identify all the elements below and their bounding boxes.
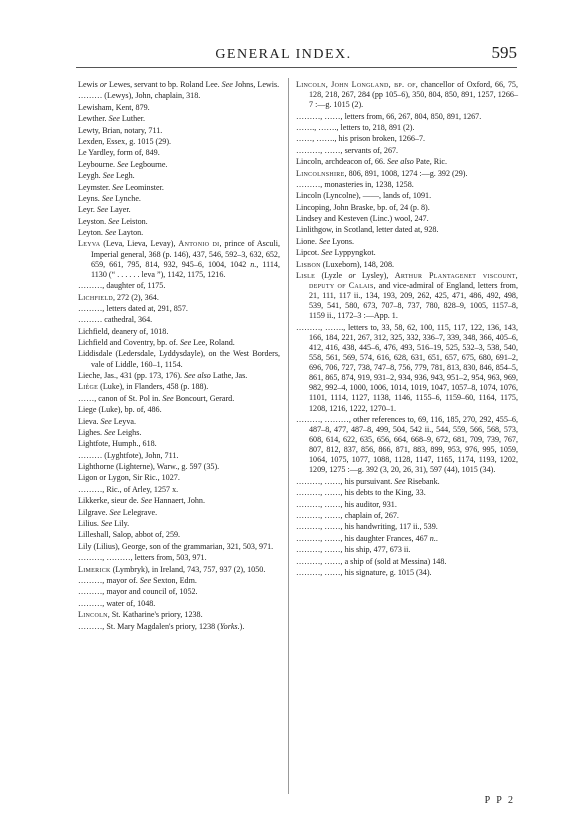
index-entry <box>296 134 518 144</box>
index-entry <box>78 327 280 337</box>
index-entry <box>78 228 280 238</box>
entry-text: See <box>221 80 233 89</box>
entry-text: Ligon or Lygon, Sir Ric., 1027. <box>78 473 180 483</box>
entry-text: Pate, Ric. <box>413 157 448 167</box>
entry-text: Lelegrave. <box>120 507 158 517</box>
index-entry <box>296 500 518 510</box>
entry-text: See <box>109 507 121 517</box>
entry-text: Leominster. <box>123 182 164 192</box>
entry-text: Layer. <box>108 205 131 215</box>
index-entry <box>78 217 280 227</box>
entry-text: Leyr. <box>78 205 97 215</box>
entry-text: Le Yardley, form of, 849. <box>78 148 160 158</box>
entry-text: ………, ……, his handwriting, 117 ii., 539. <box>296 522 438 532</box>
entry-text: Lee, Roland. <box>191 338 235 348</box>
index-entry <box>296 260 518 270</box>
entry-text: See <box>100 416 112 426</box>
entry-text: Risebank. <box>405 476 440 486</box>
entry-text: Leighs. <box>115 427 142 437</box>
index-entry <box>78 349 280 369</box>
entry-text: ………, Ric., of Arley, 1257 x. <box>78 484 179 494</box>
entry-text: ……… (Lewys), John, chaplain, 318. <box>78 91 201 101</box>
index-entry <box>78 148 280 158</box>
index-entry <box>296 237 518 247</box>
index-entry <box>78 508 280 518</box>
entry-text: See <box>104 427 116 437</box>
index-column-left <box>78 80 280 633</box>
entry-text: (Leva, Lieva, Levay), <box>100 239 179 249</box>
entry-text: ………, ……, his auditor, 931. <box>296 499 397 509</box>
index-entry <box>78 542 280 552</box>
entry-text: See <box>117 159 129 169</box>
entry-text: Leyns. <box>78 193 102 203</box>
entry-text: Leyva <box>78 239 101 249</box>
entry-text: , prince of Asculi, Imperial general, 368 (p. 146), 437, 546, 592–3, 632, 652, 659, 661, 795, 814, 932, 945–6, 1004, 1042 <box>91 239 280 269</box>
index-entry <box>296 214 518 224</box>
index-entry <box>78 587 280 597</box>
index-entry <box>78 338 280 348</box>
index-entry <box>78 205 280 215</box>
index-entry <box>296 511 518 521</box>
entry-text: Leygh. <box>78 171 103 181</box>
index-entry <box>78 304 280 314</box>
entry-text: Lewisham, Kent, 879. <box>78 102 150 112</box>
entry-text: See <box>101 193 114 203</box>
index-column-right <box>296 80 518 579</box>
index-entry <box>296 534 518 544</box>
index-entry <box>78 160 280 170</box>
entry-text: Linlithgow, in Scotland, letter dated at, 928. <box>296 225 439 235</box>
entry-text: Lily (Lilius), George, son of the grammarian, 321, 503, 971. <box>78 541 274 551</box>
entry-text: Lyppyngkot. <box>332 248 376 258</box>
index-entry <box>78 519 280 529</box>
entry-text: Antonio di <box>178 239 220 249</box>
entry-text: ………, ……., letters to, 33, 58, 62, 100, 115, 117, 122, 136, 143, 166, 184, 221, 267, 312, 325, 332, 336–7, 339, 348, 366, 405–6, 412, 416, 438, 445–6, 476, 493, 516–19, 525, 532–3, 538, 540, 558, 561, 569, 574, 616, 628, 631, 651, 657, 675, 680, 691–2, 696, 706, 727, 738, 747–8, 756, 779, 781, 813, 830, 846, 854–5, 861, 865, 874, 919, 931–2, 934, 936, 943, 951–2, 954, 963, 969, 982, 992–4, 1000, 1006, 1014, 1019, 1047, 1057–8, 1074, 1076, 1101, 1114, 1127, 1138, 1146, 1155–6, 1159–60, 1164, 1175, 1208, 1216, 1222, 1270–1. <box>296 322 518 413</box>
entry-text: Legh. <box>113 171 135 181</box>
index-entry <box>78 137 280 147</box>
index-entry <box>296 488 518 498</box>
entry-text: Lexden, Essex, g. 1015 (29). <box>78 136 172 146</box>
entry-text: Lichfield <box>78 292 113 302</box>
index-entry <box>78 473 280 483</box>
entry-text: See <box>179 338 192 348</box>
entry-text: Lewty, Brian, notary, 711. <box>78 125 163 135</box>
entry-text: Lincoln (Lyncolne), ——, lands of, 1091. <box>296 191 432 201</box>
index-entry <box>296 157 518 167</box>
entry-text: Lisle <box>296 271 316 281</box>
entry-text: or <box>348 271 356 281</box>
entry-text: Liege (Luke), bp. of, 486. <box>78 405 162 415</box>
index-entry <box>78 91 280 101</box>
entry-text: (Luxeborn), 148, 208. <box>320 259 395 269</box>
index-entry <box>78 496 280 506</box>
entry-text: Lighes. <box>78 427 105 437</box>
entry-text: Lewes, servant to bp. Roland Lee. <box>107 80 222 89</box>
entry-text: Lincoln <box>78 610 108 620</box>
entry-text: ………, ……, his ship, 477, 673 ii. <box>296 545 411 555</box>
entry-text: Lightfote, Humph., 618. <box>78 439 157 449</box>
index-entry <box>78 451 280 461</box>
entry-text: ………, ……, his daughter Frances, 467 <box>296 533 430 543</box>
index-entry <box>78 485 280 495</box>
entry-text: See <box>318 236 331 246</box>
entry-text: ………, monasteries in, 1238, 1258. <box>296 179 414 189</box>
entry-text: Lincoln, John Longland, bp. of <box>296 80 416 89</box>
index-entry <box>296 557 518 567</box>
entry-text: Lieche, Jas., 431 (pp. 173, 176). <box>78 370 185 380</box>
entry-text: Lathe, Jas. <box>210 370 248 380</box>
entry-text: ……… cathedral, 364. <box>78 315 153 325</box>
entry-text: Leyton. <box>78 228 105 238</box>
index-entry <box>78 610 280 620</box>
index-entry <box>78 394 280 404</box>
entry-text: ). <box>239 621 245 631</box>
entry-text: Boncourt, Gerard. <box>173 393 235 403</box>
entry-text: ………, letters dated at, 291, 857. <box>78 303 188 313</box>
index-entry <box>296 180 518 190</box>
entry-text: See <box>102 171 114 181</box>
entry-text: , 806, 891, 1008, 1274 :—g. 392 (29). <box>344 168 468 178</box>
entry-text: ……, ……., his prison broken, 1266–7. <box>296 134 426 144</box>
entry-text: See <box>112 182 124 192</box>
entry-text: See <box>108 216 120 226</box>
index-entry <box>296 80 518 110</box>
entry-text: Sexton, Edm. <box>151 576 197 585</box>
index-entry <box>296 191 518 201</box>
index-entry <box>296 271 518 321</box>
entry-text: See <box>140 496 152 506</box>
index-entry <box>296 522 518 532</box>
index-entry <box>78 565 280 575</box>
entry-text: Lisbon <box>296 259 321 269</box>
entry-text: See also <box>387 157 414 167</box>
entry-text: ………, mayor and council of, 1052. <box>78 587 198 597</box>
entry-text: Lichfield, deanery of, 1018. <box>78 326 169 336</box>
entry-text: See <box>321 248 333 258</box>
entry-text: ………, St. Mary Magdalen's priory, 1238 ( <box>78 621 220 631</box>
entry-text: See <box>108 114 120 124</box>
entry-text: ………, ……, his signature, g. 1015 (34). <box>296 567 432 577</box>
entry-text: Lione. <box>296 236 319 246</box>
index-entry <box>78 576 280 586</box>
entry-text: (Luke), in Flanders, 458 (p. 188). <box>98 382 209 392</box>
entry-text: See <box>394 476 406 486</box>
entry-text: Luther. <box>119 114 145 124</box>
index-entry <box>78 183 280 193</box>
entry-text: and vice-admiral of England, letters from, 21, 111, 117 ii., 134, 193, 209, 262, 425, 471, 486, 492, 498, 539, 541, 580, 673, 707–8, 737, 780, 828–9, 1005, 1157–8, 1159 ii., 1172–3 :—App. 1. <box>309 281 518 321</box>
index-entry <box>296 169 518 179</box>
index-entry <box>296 415 518 476</box>
entry-text: ………, ………, other references to, 69, 116, 185, 270, 292, 455–6, 487–8, 477, 487–8, 499, 504, 542 ii., 544, 559, 566, 568, 573, 608, 614, 622, 635, 656, 664, 668–9, 672, 681, 709, 739, 767, 807, 812, 837, 856, 866, 871, 883, 899, 953, 976, 995, 1059, 1064, 1075, 1077, 1088, 1128, 1147, 1165, 1174, 1193, 1202, 1209, 1275 :—g. 392 (3, 20, 26, 31), 597 (44), 1015 (34). <box>296 414 518 475</box>
index-entry <box>296 225 518 235</box>
entry-text: Lindsey and Kesteven (Linc.) wool, 247. <box>296 214 429 224</box>
entry-text: Lipcot. <box>296 248 322 258</box>
header-rule <box>76 67 517 68</box>
signature-mark: P P 2 <box>484 795 515 806</box>
index-entry <box>78 462 280 472</box>
entry-text: Lynche. <box>113 193 141 203</box>
entry-text: ………, ……, chaplain of, 267. <box>296 510 399 520</box>
index-entry <box>78 171 280 181</box>
entry-text: ………, ……, servants of, 267. <box>296 145 399 155</box>
index-entry <box>78 382 280 392</box>
index-entry <box>78 622 280 632</box>
index-entry <box>78 103 280 113</box>
entry-text: , chancellor of Oxford, 66, 75, 128, 218, 267, 284 (pp 105–6), 350, 804, 850, 891, 1257, 1266–7 :—g. 1015 (2). <box>309 80 518 110</box>
entry-text: Hannaert, John. <box>151 496 205 506</box>
entry-text: Lily. <box>112 519 130 529</box>
index-entry <box>78 239 280 279</box>
entry-text: Layton. <box>116 228 144 238</box>
entry-text: Leyva. <box>111 416 136 426</box>
entry-text: See <box>96 205 109 215</box>
index-entry <box>296 323 518 414</box>
index-entry <box>78 126 280 136</box>
entry-text: Yorks. <box>219 621 240 631</box>
entry-text: , St. Katharine's priory, 1238. <box>107 610 203 620</box>
entry-text: See <box>104 228 117 238</box>
entry-text: Lysley), <box>355 271 395 281</box>
entry-text: Liége <box>78 382 99 392</box>
entry-text: ………, daughter of, 1175. <box>78 281 166 291</box>
index-entry <box>78 417 280 427</box>
entry-text: ………, ……, his debts to the King, 33. <box>296 488 426 498</box>
index-entry <box>78 281 280 291</box>
entry-text: ………, mayor of. <box>78 576 140 585</box>
entry-text: Lilius. <box>78 519 101 529</box>
entry-text: Lincoln, archdeacon of, 66. <box>296 157 388 167</box>
index-entry <box>78 293 280 303</box>
entry-text: , 1114, 1130 (“ . . . . . . leva ”), 1142, 1175, 1216. <box>91 259 280 279</box>
entry-text: Leybourne. <box>78 159 118 169</box>
index-entry <box>78 315 280 325</box>
index-entry <box>296 248 518 258</box>
entry-text: Lighthorne (Lighterne), Warw., g. 597 (35). <box>78 462 220 472</box>
index-entry <box>296 477 518 487</box>
entry-text: (Lyzle <box>315 271 349 281</box>
entry-text: Lincolnshire <box>296 168 345 178</box>
index-entry <box>78 599 280 609</box>
entry-text: See <box>162 393 174 403</box>
index-entry <box>296 146 518 156</box>
entry-text: Lichfield and Coventry, bp. of. <box>78 338 180 348</box>
entry-text: See also <box>184 370 211 380</box>
entry-text: Liddisdale (Ledersdale, Lyddysdayle), on the West Borders, vale of Liddle, 160–1, 1154. <box>78 349 280 369</box>
index-entry <box>296 123 518 133</box>
entry-text: ………, ……, a ship of (sold at Messina) 148. <box>296 556 447 566</box>
entry-text: Lilleshall, Salop, abbot of, 259. <box>78 530 181 540</box>
index-entry <box>78 530 280 540</box>
entry-text: Likkerke, sieur de. <box>78 496 141 506</box>
entry-text: . <box>435 533 438 543</box>
entry-text: Leymster. <box>78 182 113 192</box>
entry-text: Lilgrave. <box>78 507 110 517</box>
index-entry <box>296 203 518 213</box>
entry-text: or <box>99 80 108 89</box>
entry-text: Leyston. <box>78 216 109 226</box>
entry-text: ……, canon of St. Pol in. <box>78 393 163 403</box>
entry-text: Lieva. <box>78 416 101 426</box>
entry-text: Leiston. <box>119 216 148 226</box>
index-entry <box>78 439 280 449</box>
entry-text: ………, ……, letters from, 66, 267, 804, 850, 891, 1267. <box>296 111 482 121</box>
index-entry <box>78 428 280 438</box>
entry-text: ……… (Lyghtfote), John, 711. <box>78 450 179 460</box>
entry-text: Lewther. <box>78 114 109 124</box>
entry-text: Limerick <box>78 564 111 574</box>
entry-text: ………, ……, his pursuivant. <box>296 476 395 486</box>
entry-text: ………, water of, 1048. <box>78 598 156 608</box>
entry-text: , 272 (2), 364. <box>112 292 159 302</box>
entry-text: Legbourne. <box>128 159 168 169</box>
index-entry <box>78 114 280 124</box>
entry-text: (Lymbryk), in Ireland, 743, 757, 937 (2), 1050. <box>110 564 266 574</box>
entry-text: n. <box>429 533 436 543</box>
column-divider <box>288 78 289 794</box>
page-number: 595 <box>491 43 517 62</box>
index-entry <box>296 545 518 555</box>
index-entry <box>78 405 280 415</box>
entry-text: See <box>139 576 152 585</box>
entry-text: ………, ………, letters from, 503, 971. <box>78 553 207 563</box>
index-entry <box>78 371 280 381</box>
running-header-title: GENERAL INDEX. <box>215 47 352 62</box>
entry-text: n. <box>250 259 257 269</box>
index-entry <box>78 80 280 90</box>
entry-text: Lewis <box>78 80 100 89</box>
index-entry <box>296 112 518 122</box>
entry-text: ……., ……., letters to, 218, 891 (2). <box>296 122 415 132</box>
index-entry <box>78 194 280 204</box>
entry-text: Lyons. <box>330 236 355 246</box>
index-entry <box>78 553 280 563</box>
entry-text: Lincoping, John Braske, bp. of, 24 (p. 8). <box>296 202 430 212</box>
entry-text: Johns, Lewis. <box>232 80 280 89</box>
entry-text: See <box>100 519 113 529</box>
entry-text: Arthur Plantagenet viscount, deputy of Calais, <box>309 271 518 291</box>
index-entry <box>296 568 518 578</box>
